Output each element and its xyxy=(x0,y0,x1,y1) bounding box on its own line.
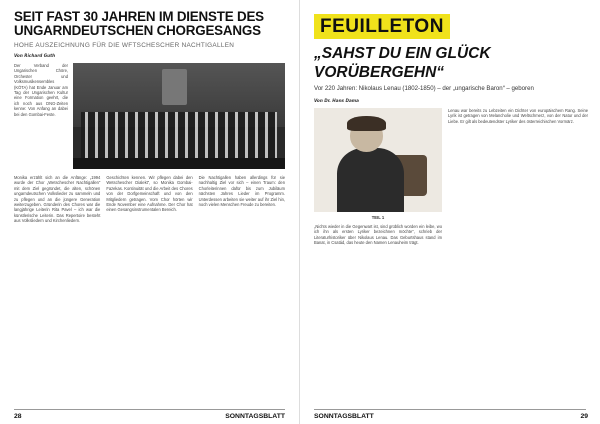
right-footer-rule xyxy=(314,409,586,410)
left-headline-line1: SEIT FAST 30 JAHREN IM DIENSTE DES xyxy=(14,9,264,24)
kicker-label: FEUILLETON xyxy=(320,16,444,37)
right-headline-line2: VORÜBERGEHN“ xyxy=(314,64,445,81)
right-headline-line1: „SAHST DU EIN GLÜCK xyxy=(314,45,491,62)
left-publication-name: SONNTAGSBLATT xyxy=(225,413,285,420)
right-subhead: Vor 220 Jahren: Nikolaus Lenau (1802-1850) – der „ungarische Baron“ – geboren xyxy=(314,85,534,92)
left-top-row xyxy=(14,63,285,169)
left-headline xyxy=(14,10,285,38)
choir-photo xyxy=(73,63,285,169)
left-body-columns xyxy=(14,175,285,228)
right-left-column xyxy=(314,108,442,250)
left-headline-line2: UNGARNDEUTSCHEN CHORGESANGS xyxy=(14,23,261,38)
right-byline: Von Dr. Hans Dama xyxy=(314,98,359,103)
left-intro-text: Der Verband der Ungarischen Chöre, Orchester und Volksmusikensembles (KÓTA) hat Ende Januar am Tag der Ungarischen Kultur eine Formation geehrt, die ich noch aus DNG-Zeiten kenne: Von Anfang an dabei bei den Gombai-Feste. xyxy=(14,63,68,117)
right-publication-name: SONNTAGSBLATT xyxy=(314,413,374,420)
right-column-2: Lenau war bereits zu Lebzeiten ein Dichter von europäischem Rang. Seine Lyrik ist getragen von Melancholie und Weltschmerz, von der Natur und der Liebe. Er gilt als bedeutendster Lyriker des österreichischen Vormärz. xyxy=(448,108,588,124)
right-page-number: 29 xyxy=(580,413,588,420)
left-column-1: Monika erzählt sich an die Anfänge: „1994 wurde der Chor „Wetschescher Nachtigallen“ mit dem Ziel gegründet, die alten, schönen ungarndeutschen Volkslieder zu sammeln und zu pflegen und an die jüngere Generation weiterzugeben. Gründerin des Chores war die langjährige Leiterin Rita Pavel – ich war die künstlerische Leiterin. Das Repertoire besteht aus Volksliedern und Kirchenliedern. xyxy=(14,175,101,224)
left-subhead: HOHE AUSZEICHNUNG FÜR DIE WFTSCHESCHER NACHTIGALLEN xyxy=(14,42,235,49)
left-footer-rule xyxy=(14,409,285,410)
right-column-1: „Nichts wieder in die Gegenwart ist, sind grüblich worden ein leibe, wo ich ihn als ersten Lyriker bezeichnen möchte“, schrieb der Literaturhistoriker über Nikolaus Lenau. Das Geburtshaus stand im Banat, in Csatád, das heute den Namen Lenauheim trägt. xyxy=(314,224,442,246)
left-page-number: 28 xyxy=(14,413,22,420)
right-page xyxy=(300,0,600,424)
lenau-portrait xyxy=(314,108,442,212)
right-headline xyxy=(314,44,588,82)
feuilleton-kicker xyxy=(314,14,450,39)
left-column-3: Die Nachtigallen haben allerdings für sie nachhaltig Ziel vor sich – einen Traum: den Chorleiterinnen dafür bis zum Jubiläum nächsten Jahres Lieder im Programm. Unterdessen arbeiten sie weiter auf ihr Ziel hin, noch vielen Menschen Freude zu bereiten. xyxy=(198,175,285,208)
portrait-caption: TEIL 1 xyxy=(371,215,385,220)
left-column-2: Geschichten kennen. Wir pflegen dabei den Wetschescher Dialekt“, so Monika Gombai-Fazekas. Kontinuität und die Arbeit des Chores von der Dorfgemeinschaft und von den Mitgliedern getragen. Vom Chor hörten wir Ende November eine Aufnahme. Der Chor hat einen Gesangsinstrumentalen Bereich. xyxy=(106,175,193,213)
right-body xyxy=(314,108,588,250)
left-byline: Von Richard Guth xyxy=(14,53,56,58)
